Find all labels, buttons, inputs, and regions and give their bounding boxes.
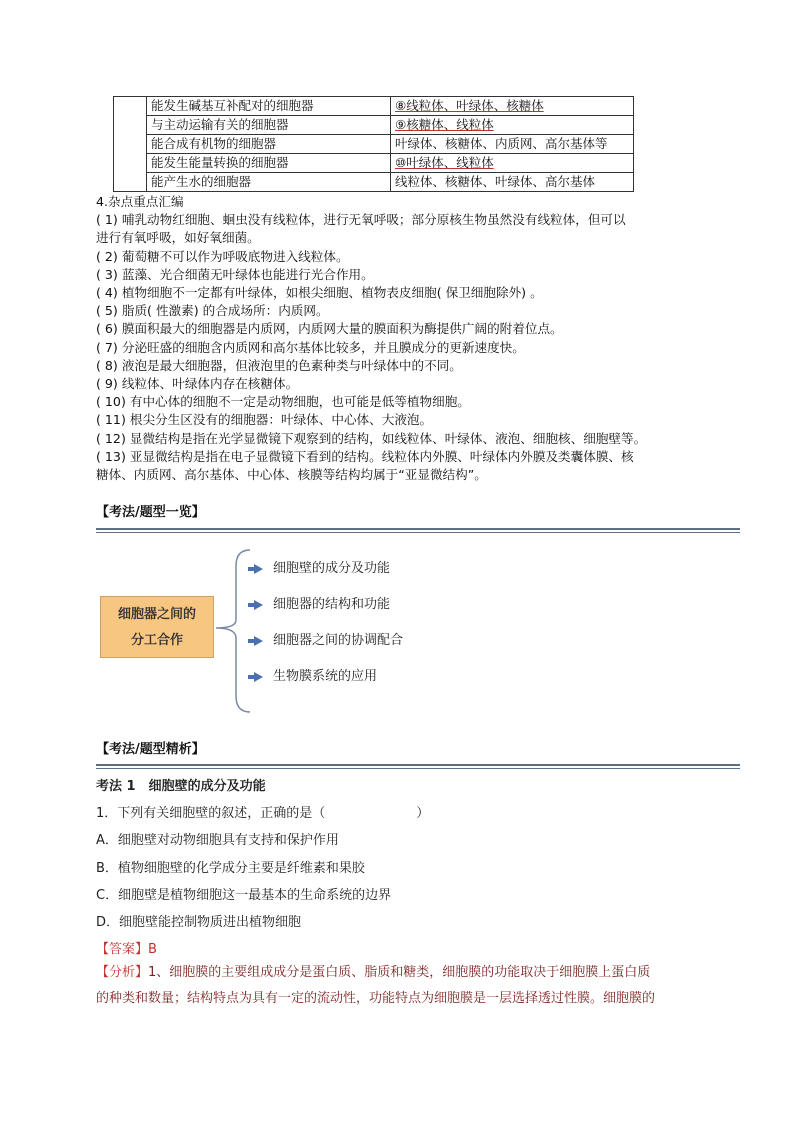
analysis-heading: 【考法/题型精析】 xyxy=(96,742,205,757)
table-cell-feature: 能产生水的细胞器 xyxy=(147,173,391,192)
explanation-line: 的种类和数量；结构特点为具有一定的流动性，功能特点为细胞膜是一层选择透过性膜。细胞膜的 xyxy=(96,991,656,1006)
note-line: ( 8) 液泡是最大细胞器，但液泡里的色素种类与叶绿体中的不同。 xyxy=(96,357,462,373)
table-row xyxy=(114,97,634,116)
divider xyxy=(96,532,740,533)
table-cell-organelles: 线粒体、核糖体、叶绿体、高尔基体 xyxy=(391,173,634,192)
method-title: 考法 1 细胞壁的成分及功能 xyxy=(96,779,266,794)
table-row xyxy=(114,173,634,192)
mindmap-center-line: 细胞器之间的 xyxy=(117,607,196,622)
table-cell-organelles xyxy=(391,116,634,135)
table-merged-cell xyxy=(114,97,147,192)
arrow-right-icon xyxy=(254,564,263,574)
explanation-text: 1、细胞膜的主要组成成分是蛋白质、脂质和糖类，细胞膜的功能取决于细胞膜上蛋白质 xyxy=(148,965,651,980)
organelles-text: ⑧线粒体、叶绿体、核糖体 xyxy=(395,98,544,113)
table-cell-feature: 能发生能量转换的细胞器 xyxy=(147,154,391,173)
explanation-line xyxy=(96,960,716,986)
mindmap-branch xyxy=(254,593,390,612)
divider xyxy=(96,768,740,769)
mindmap-brace xyxy=(214,546,254,716)
note-line: ( 4) 植物细胞不一定都有叶绿体，如根尖细胞、植物表皮细胞( 保卫细胞除外) 。 xyxy=(96,285,543,301)
option-b: B．植物细胞壁的化学成分主要是纤维素和果胶 xyxy=(96,861,365,876)
note-line: ( 7) 分泌旺盛的细胞含内质网和高尔基体比较多，并且膜成分的更新速度快。 xyxy=(96,339,525,355)
note-line: ( 9) 线粒体、叶绿体内存在核糖体。 xyxy=(96,376,299,392)
mindmap-center-line: 分工合作 xyxy=(130,633,183,648)
branch-label: 生物膜系统的应用 xyxy=(273,669,378,684)
table-cell-feature: 与主动运输有关的细胞器 xyxy=(147,116,391,135)
answer-label: 【答案】 xyxy=(96,942,149,957)
question-stem: 1．下列有关细胞壁的叙述，正确的是（ ） xyxy=(96,806,430,821)
arrow-right-icon xyxy=(254,672,263,682)
mindmap-branch xyxy=(254,629,403,648)
overview-heading: 【考法/题型一览】 xyxy=(96,505,205,520)
arrow-right-icon xyxy=(254,636,263,646)
note-line: ( 10) 有中心体的细胞不一定是动物细胞，也可能是低等植物细胞。 xyxy=(96,394,470,410)
mindmap-branch xyxy=(254,557,390,576)
organelle-table xyxy=(113,96,634,192)
table-cell-organelles xyxy=(391,154,634,173)
note-line: ( 1) 哺乳动物红细胞、蛔虫没有线粒体，进行无氧呼吸；部分原核生物虽然没有线粒体，但可以 xyxy=(96,212,626,228)
table-cell-feature: 能发生碱基互补配对的细胞器 xyxy=(147,97,391,116)
note-line: ( 6) 膜面积最大的细胞器是内质网，内质网大量的膜面积为酶提供广阔的附着位点。 xyxy=(96,321,563,337)
organelles-text: ⑩叶绿体、线粒体 xyxy=(395,155,494,170)
branch-label: 细胞器之间的协调配合 xyxy=(273,633,404,648)
arrow-right-icon xyxy=(254,600,263,610)
mindmap-center-box xyxy=(100,596,214,658)
table-row xyxy=(114,154,634,173)
explanation-label: 【分析】 xyxy=(96,965,149,980)
organelles-text: ⑨核糖体、线粒体 xyxy=(395,117,494,132)
note-line: ( 13) 亚显微结构是指在电子显微镜下看到的结构。线粒体内外膜、叶绿体内外膜及类囊体膜、核 xyxy=(96,448,634,464)
table-row xyxy=(114,116,634,135)
option-d: D．细胞壁能控制物质进出植物细胞 xyxy=(96,915,302,930)
note-line: ( 2) 葡萄糖不可以作为呼吸底物进入线粒体。 xyxy=(96,248,349,264)
divider xyxy=(96,764,740,766)
notes-heading: 4.杂点重点汇编 xyxy=(96,194,184,209)
table-cell-feature: 能合成有机物的细胞器 xyxy=(147,135,391,154)
option-a: A．细胞壁对动物细胞具有支持和保护作用 xyxy=(96,833,339,848)
branch-label: 细胞器的结构和功能 xyxy=(273,597,391,612)
note-line: 进行有氧呼吸，如好氧细菌。 xyxy=(96,230,260,246)
note-line: 糖体、内质网、高尔基体、中心体、核膜等结构均属于“亚显微结构”。 xyxy=(96,467,487,483)
note-line: ( 3) 蓝藻、光合细菌无叶绿体也能进行光合作用。 xyxy=(96,266,374,282)
divider xyxy=(96,528,740,530)
table-cell-organelles: 叶绿体、核糖体、内质网、高尔基体等 xyxy=(391,135,634,154)
branch-label: 细胞壁的成分及功能 xyxy=(273,561,391,576)
answer-line xyxy=(96,938,157,957)
notes-section xyxy=(96,193,716,484)
explanation xyxy=(96,960,716,1012)
table-row xyxy=(114,135,634,154)
note-line: ( 11) 根尖分生区没有的细胞器：叶绿体、中心体、大液泡。 xyxy=(96,412,433,428)
option-c: C．细胞壁是植物细胞这一最基本的生命系统的边界 xyxy=(96,888,392,903)
note-line: ( 12) 显微结构是指在光学显微镜下观察到的结构，如线粒体、叶绿体、液泡、细胞核、细胞壁等。 xyxy=(96,430,647,446)
mindmap-branch xyxy=(254,665,377,684)
table-cell-organelles xyxy=(391,97,634,116)
note-line: ( 5) 脂质( 性激素) 的合成场所：内质网。 xyxy=(96,303,329,319)
answer-value: B xyxy=(148,942,157,957)
